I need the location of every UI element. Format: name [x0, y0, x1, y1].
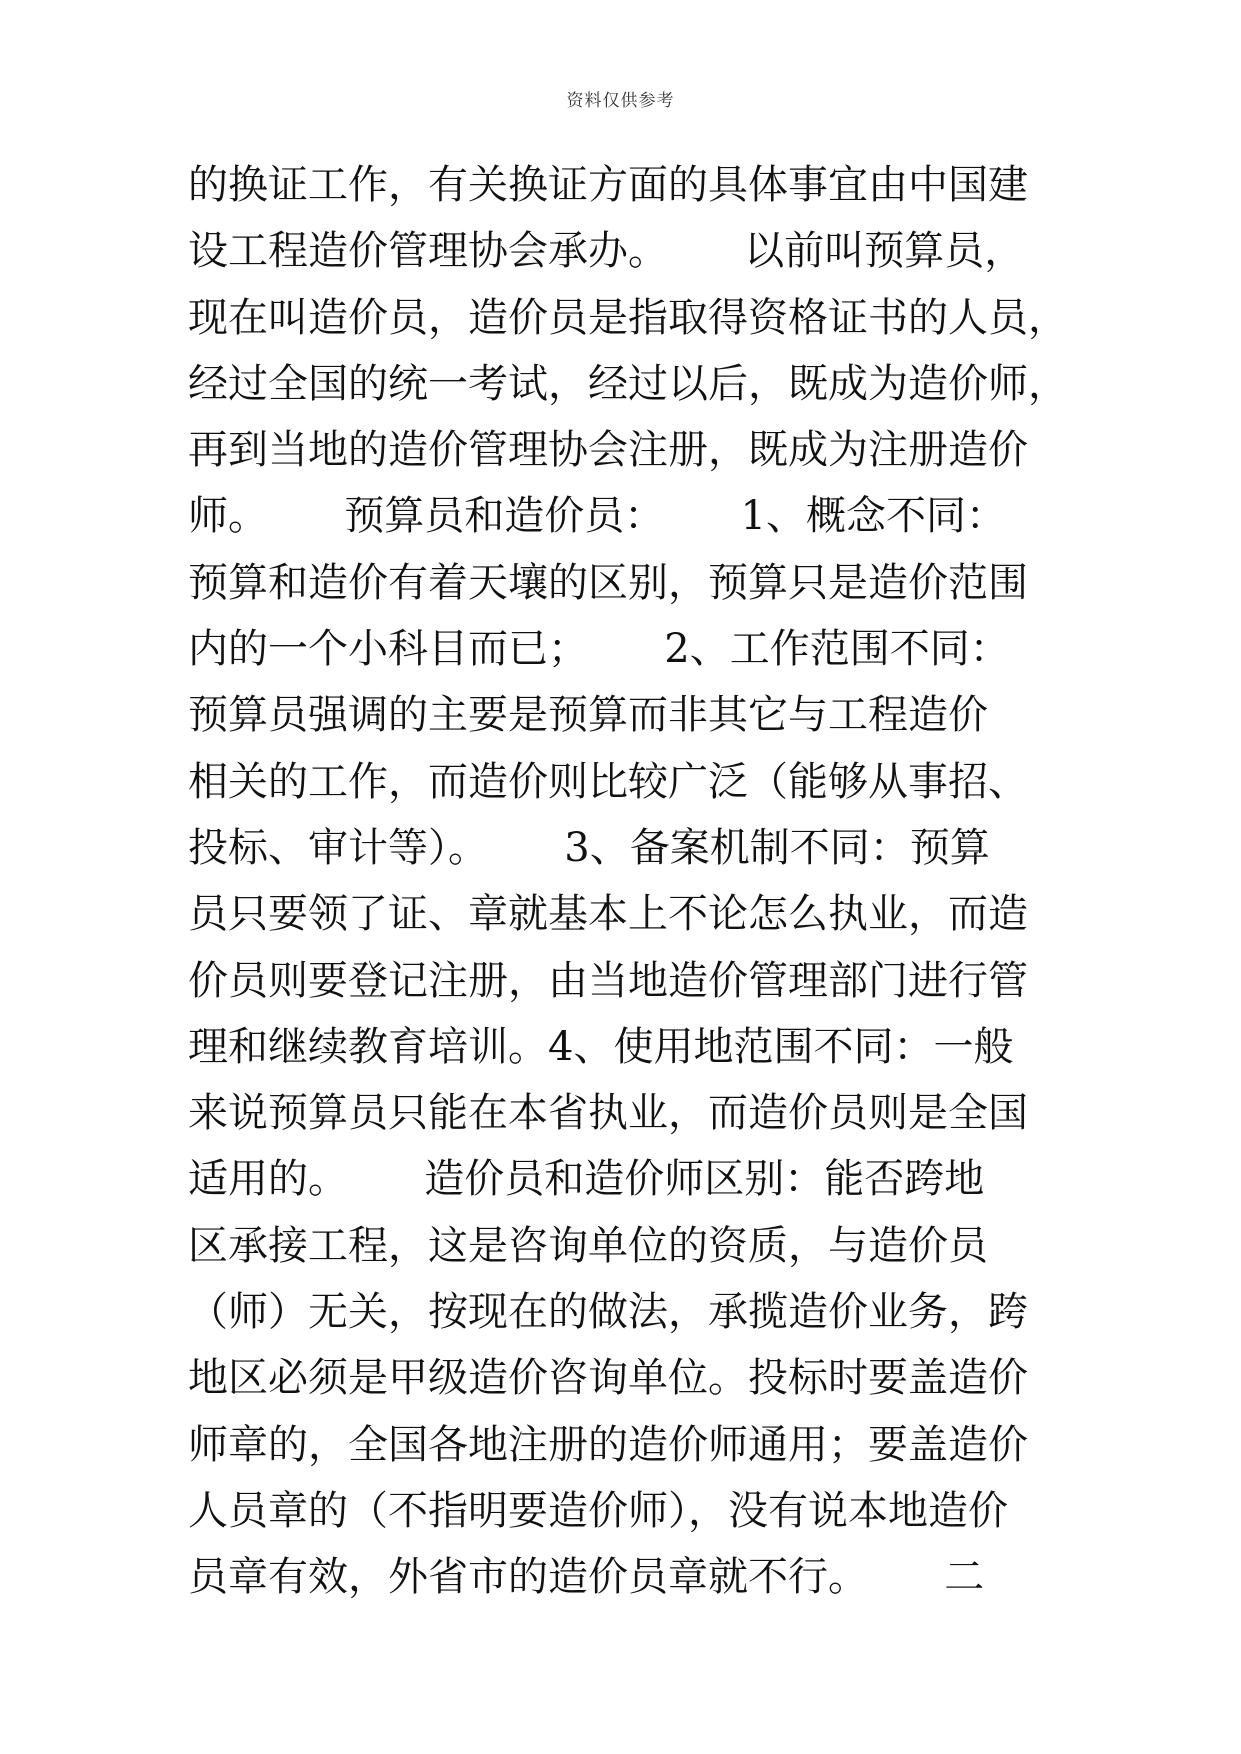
- text-line: 内的一个小科目而已； 2、工作范围不同：: [188, 626, 1010, 673]
- text-line: 来说预算员只能在本省执业，而造价员则是全国: [188, 1090, 1028, 1137]
- text-line: 师。 预算员和造价员： 1、概念不同：: [188, 493, 1007, 540]
- text-line: 地区必须是甲级造价咨询单位。投标时要盖造价: [188, 1355, 1028, 1402]
- text-line: 区承接工程，这是咨询单位的资质，与造价员: [188, 1222, 988, 1269]
- text-line: 员章有效，外省市的造价员章就不行。 二: [188, 1554, 985, 1601]
- text-line: 相关的工作，而造价则比较广泛（能够从事招、: [188, 758, 1028, 805]
- text-line: 员只要领了证、章就基本上不论怎么执业，而造: [188, 891, 1028, 938]
- text-line: 价员则要登记注册，由当地造价管理部门进行管: [188, 957, 1028, 1004]
- text-line: 预算和造价有着天壤的区别，预算只是造价范围: [188, 559, 1028, 606]
- text-line: 师章的，全国各地注册的造价师通用；要盖造价: [188, 1421, 1028, 1468]
- text-line: 经过全国的统一考试，经过以后，既成为造价师，: [188, 360, 1068, 407]
- page-header: 资料仅供参考: [566, 91, 675, 111]
- text-line: 预算员强调的主要是预算而非其它与工程造价: [188, 692, 988, 739]
- text-line: 适用的。 造价员和造价师区别：能否跨地: [188, 1156, 985, 1203]
- text-line: 人员章的（不指明要造价师），没有说本地造价: [188, 1487, 1008, 1534]
- text-line: 投标、审计等）。 3、备案机制不同：预算: [188, 824, 990, 871]
- document-body: [188, 152, 1088, 1611]
- text-line: （师）无关，按现在的做法，承揽造价业务，跨: [188, 1289, 1028, 1336]
- text-line: 现在叫造价员，造价员是指取得资格证书的人员，: [188, 294, 1068, 341]
- text-line: 的换证工作，有关换证方面的具体事宜由中国建: [188, 162, 1028, 208]
- text-line: 理和继续教育培训。4、使用地范围不同：一般: [188, 1023, 1014, 1070]
- text-line: 设工程造价管理协会承办。 以前叫预算员，: [188, 228, 1025, 275]
- text-line: 再到当地的造价管理协会注册，既成为注册造价: [188, 427, 1028, 474]
